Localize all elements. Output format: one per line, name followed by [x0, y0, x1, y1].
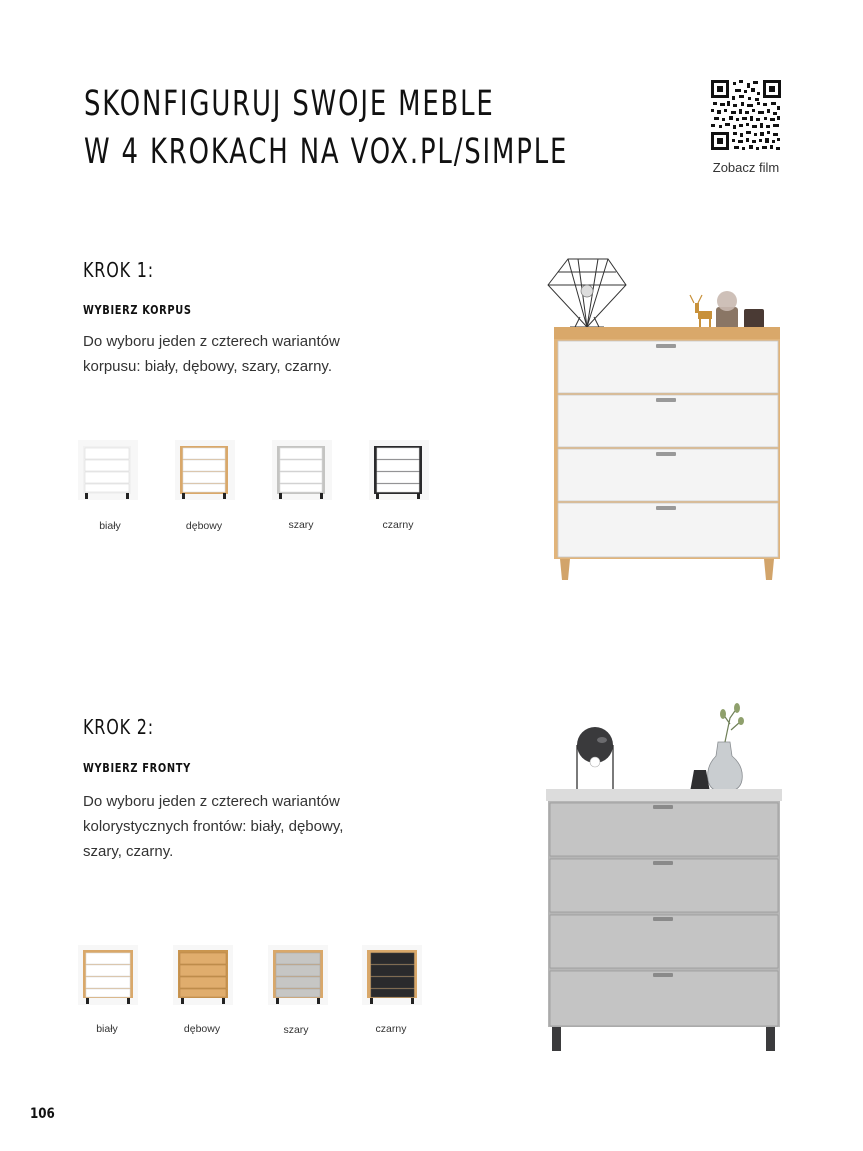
qr-caption: Zobacz film: [712, 160, 780, 175]
title-line-2: W 4 KROKACH NA VOX.PL/SIMPLE: [84, 132, 569, 172]
deer-figurine-icon: [690, 295, 712, 330]
step-2-dresser-image: [540, 700, 790, 1055]
step-2-option-label-grey: szary: [283, 1024, 309, 1036]
step-2-option-grey[interactable]: [268, 945, 328, 1005]
qr-code[interactable]: [711, 80, 781, 150]
step-1-option-white[interactable]: [78, 440, 138, 500]
step-2-option-label-oak: dębowy: [183, 1023, 221, 1035]
step-2-heading: KROK 2:: [83, 715, 154, 739]
step-1-option-label-oak: dębowy: [185, 520, 223, 532]
step-2-option-label-white: biały: [96, 1023, 118, 1035]
step-2-option-white[interactable]: [78, 945, 138, 1005]
step-1-heading: KROK 1:: [83, 258, 154, 282]
page-number: 106: [30, 1106, 55, 1122]
step-1-subheading: WYBIERZ KORPUS: [83, 303, 192, 317]
step-1-dresser-image: [540, 255, 790, 585]
step-2-description: Do wyboru jeden z czterech wariantów kolorystycznych frontów: biały, dębowy, szary, czarny.: [83, 793, 344, 860]
globe-lamp-icon: [574, 727, 616, 792]
step-2-option-oak[interactable]: [173, 945, 233, 1005]
step-1-option-black[interactable]: [369, 440, 429, 500]
step-2-subheading: WYBIERZ FRONTY: [83, 761, 191, 775]
step-1-option-label-black: czarny: [382, 519, 414, 531]
step-1-option-label-white: biały: [99, 520, 121, 532]
vase-icon: [708, 703, 744, 792]
page-title: [84, 80, 568, 176]
step-1-option-grey[interactable]: [272, 440, 332, 500]
step-1-description: Do wyboru jeden z czterech wariantów korpusu: biały, dębowy, szary, czarny.: [83, 333, 340, 375]
step-1-option-oak[interactable]: [175, 440, 235, 500]
title-line-1: SKONFIGURUJ SWOJE MEBLE: [84, 84, 495, 124]
step-2-option-black[interactable]: [362, 945, 422, 1005]
step-2-option-label-black: czarny: [375, 1023, 407, 1035]
step-1-option-label-grey: szary: [288, 519, 314, 531]
